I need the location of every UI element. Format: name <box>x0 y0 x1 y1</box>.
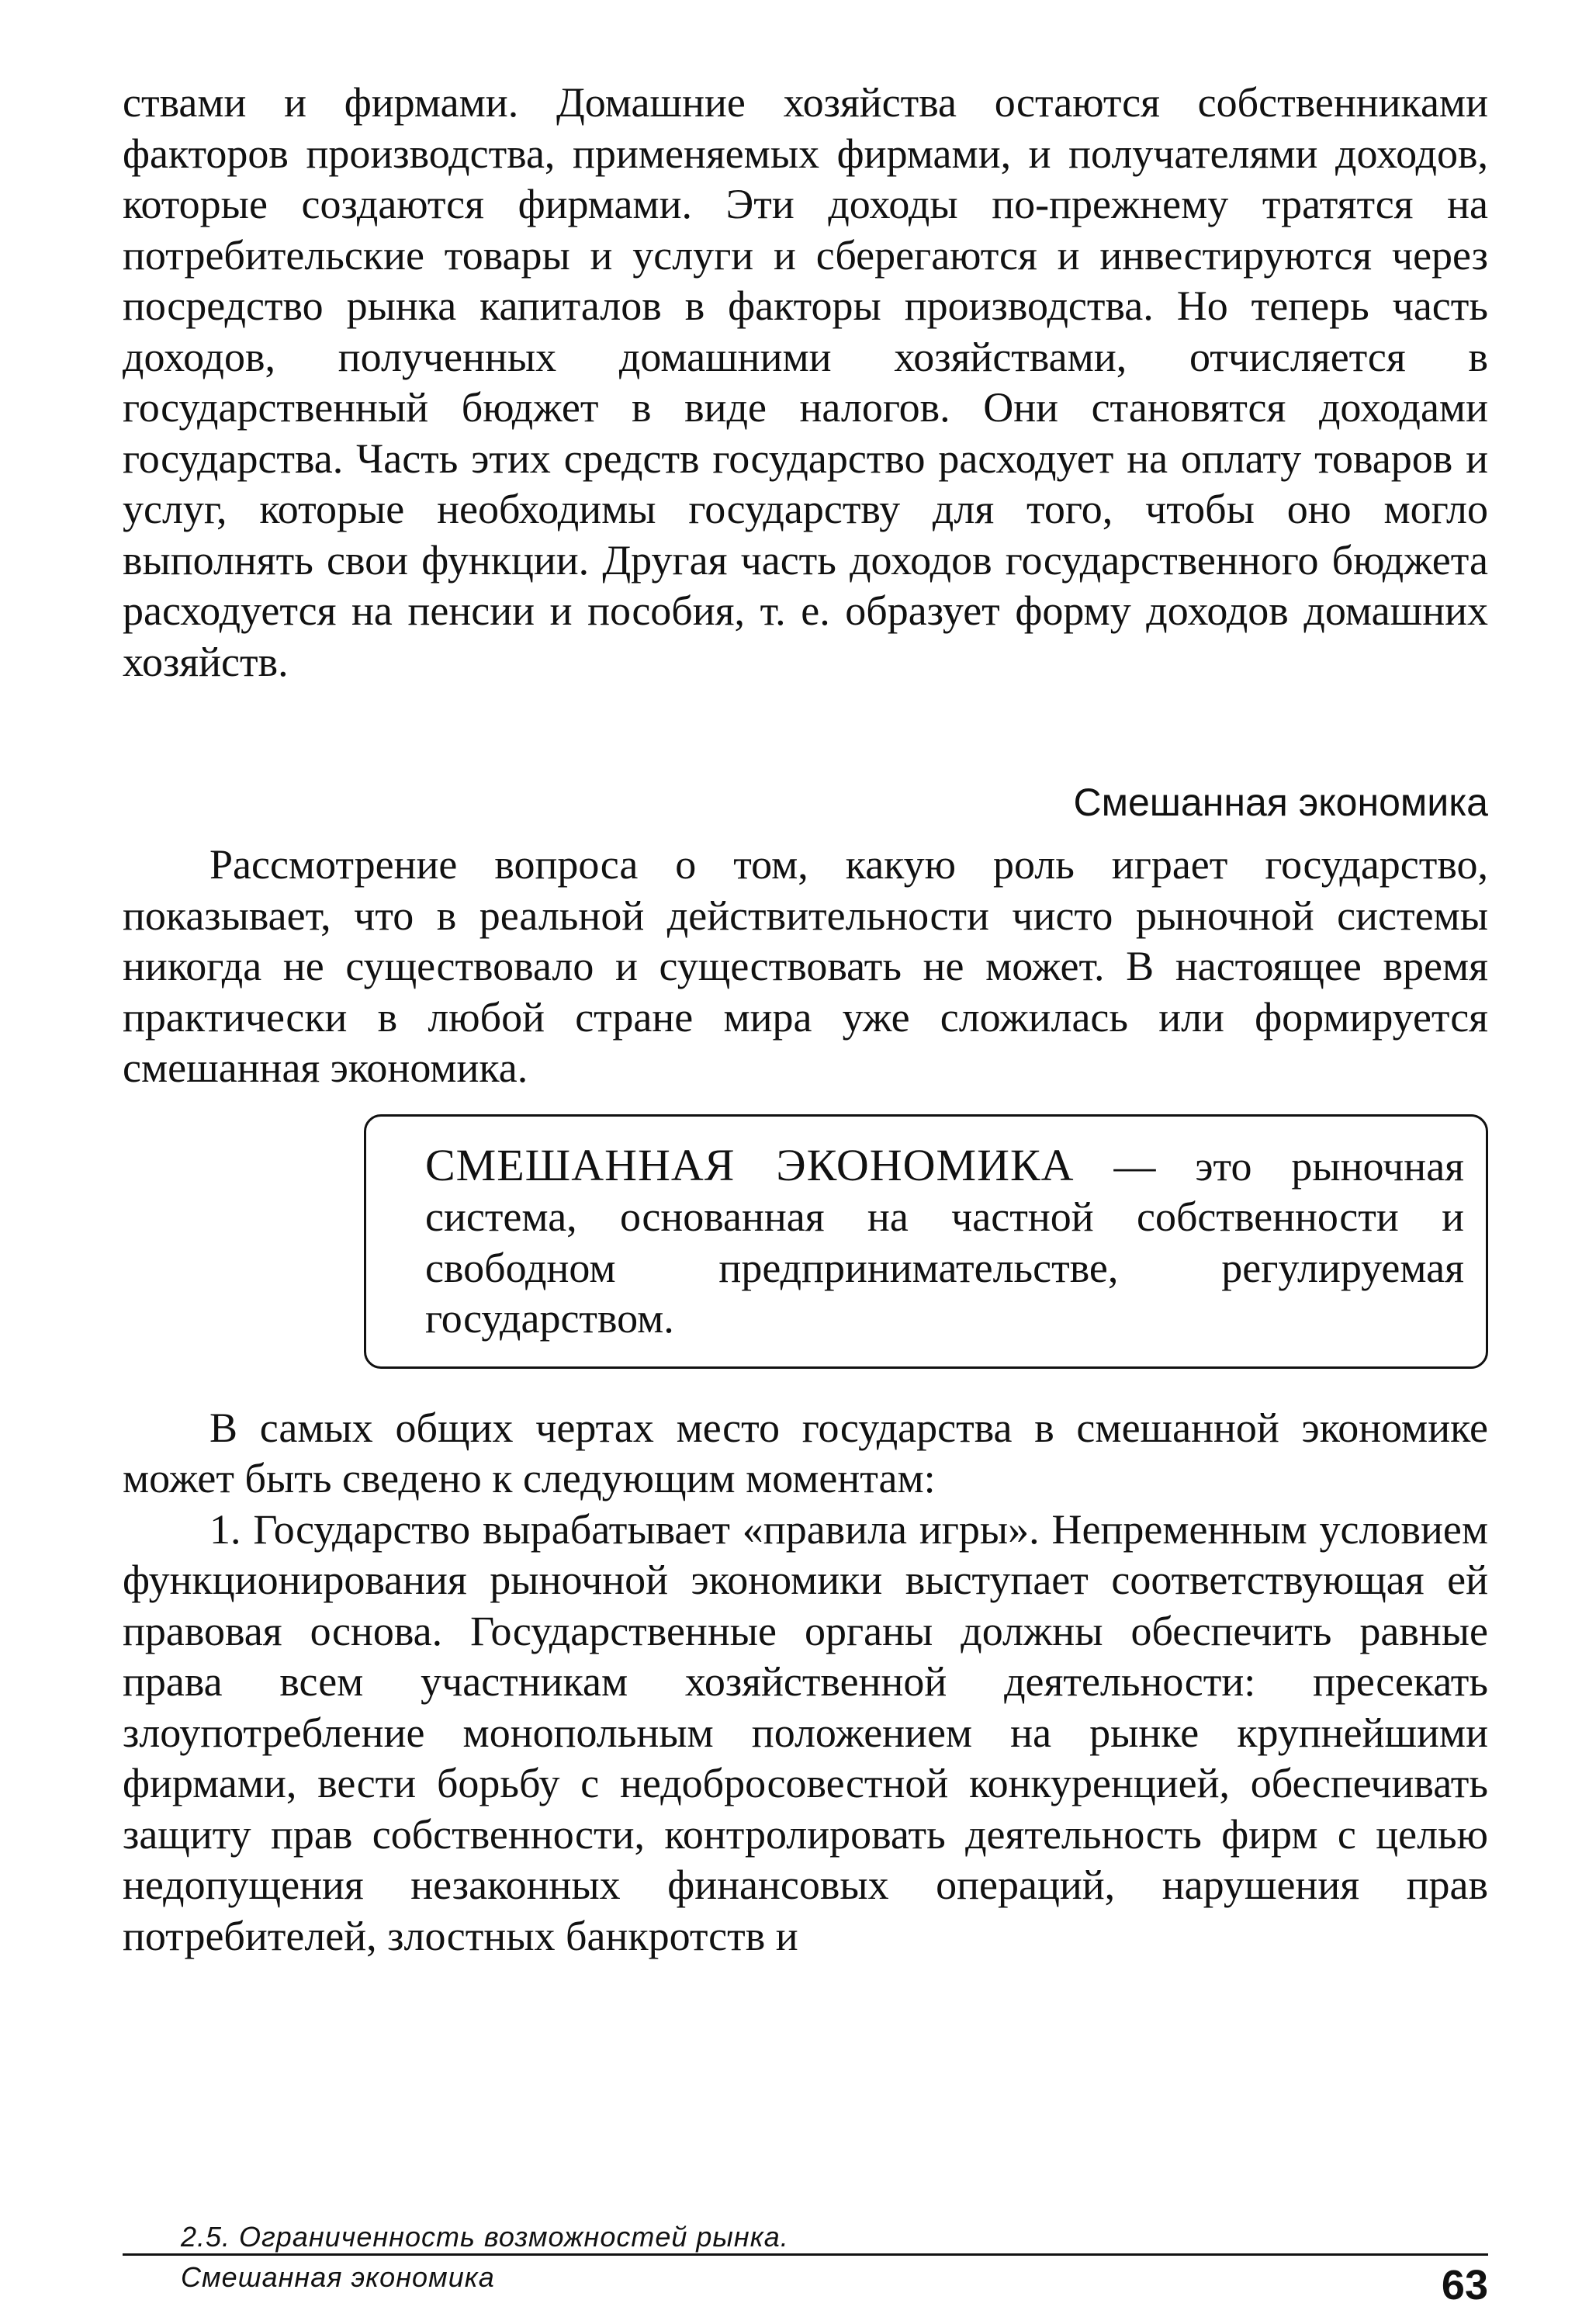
footer-subsection-title: Смешанная экономика <box>181 2261 495 2293</box>
paragraph-4: 1. Государство вырабатывает «правила игры». Непременным условием функционирования рыночной экономики выступает соответствующая ей правовая основа. Государственные органы должны обеспечить равные права всем участникам хозяйственной деятельности: пресекать злоупотребление монопольным положением на рынке крупнейшими фирмами, вести борьбу с недобросовестной конкуренцией, обеспечивать защиту прав собственности, контролировать деятельность фирм с целью недопущения незаконных финансовых операций, нарушения прав потребителей, злостных банкротств и <box>123 1505 1488 1959</box>
definition-paragraph <box>425 1140 1464 1345</box>
footer-section-title: 2.5. Ограниченность возможностей рынка. <box>181 2221 789 2253</box>
section-heading: Смешанная экономика <box>1073 781 1488 824</box>
footer-divider <box>123 2253 1488 2256</box>
paragraph-2: Рассмотрение вопроса о том, какую роль играет государство, показывает, что в реальной действительности чисто рыночной системы никогда не существовало и существовать не может. В настоящее время практически в любой стране мира уже сложилась или формируется смешанная экономика. <box>123 841 1488 1091</box>
page-number: 63 <box>1441 2262 1488 2308</box>
paragraph-3: В самых общих чертах место государства в смешанной экономике может быть сведено к следующим моментам: <box>123 1404 1488 1501</box>
paragraph-1: ствами и фирмами. Домашние хозяйства остаются собственниками факторов производства, применяемых фирмами, и получателями доходов, которые создаются фирмами. Эти доходы по-прежнему тратятся на потребительские товары и услуги и сберегаются и инвестируются через посредство рынка капиталов в факторы производства. Но теперь часть доходов, полученных домашними хозяйствами, отчисляется в государственный бюджет в виде налогов. Они становятся доходами государства. Часть этих средств государство расходует на оплату товаров и услуг, которые необходимы государству для того, чтобы оно могло выполнять свои функции. Другая часть доходов государственного бюджета расходуется на пенсии и пособия, т. е. образует форму доходов домашних хозяйств. <box>123 79 1488 685</box>
definition-box <box>364 1114 1488 1369</box>
definition-text: — это рыночная система, основанная на частной собственности и свободном предпринимательстве, регулируемая государством. <box>425 1142 1465 1342</box>
page-content <box>123 78 1488 1962</box>
definition-term: СМЕШАННАЯ ЭКОНОМИКА <box>425 1139 1075 1190</box>
